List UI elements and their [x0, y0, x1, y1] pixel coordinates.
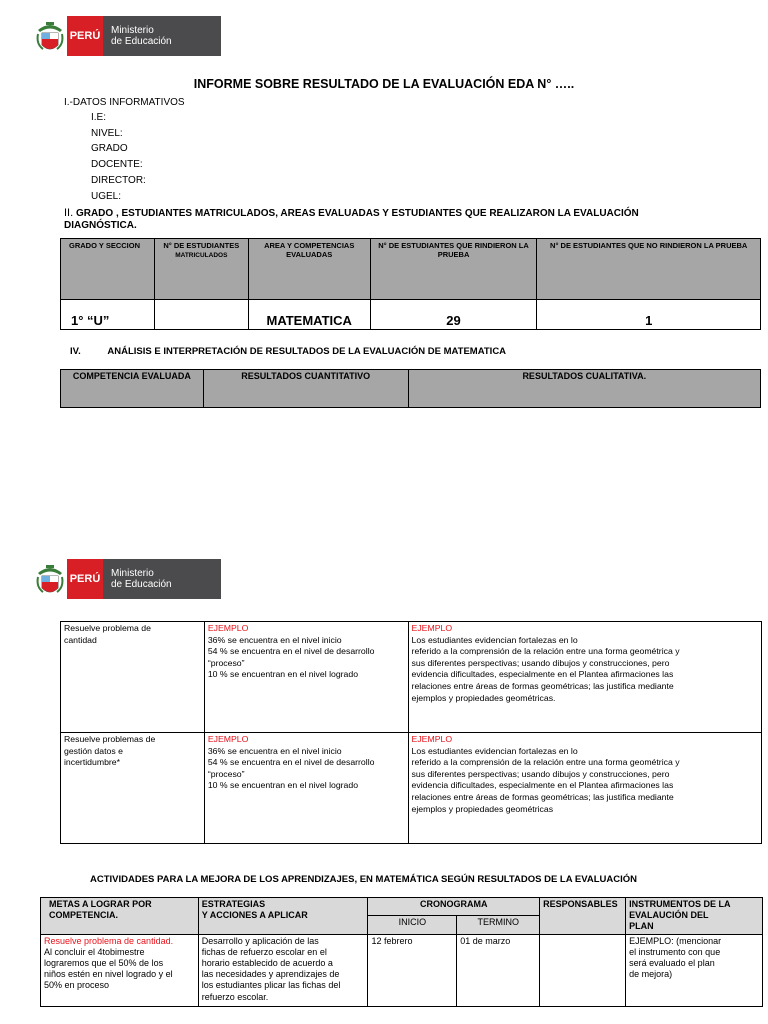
col-header-cronograma: CRONOGRAMA: [368, 898, 540, 916]
section-4-number: IV.: [70, 346, 81, 357]
metas-line: 50% en proceso: [44, 980, 110, 991]
instrumentos-header-line: INSTRUMENTOS DE LA: [629, 899, 731, 909]
section-4-text: ANÁLISIS E INTERPRETACIÓN DE RESULTADOS DE LA EVALUACIÓN DE MATEMATICA: [107, 346, 507, 357]
col-header-estudiantes: [154, 239, 248, 300]
cualitativo-line: evidencia dificultades, especialmente en el Plantea afirmaciones las: [411, 669, 674, 680]
cell-inicio: 12 febrero: [368, 934, 457, 1006]
field-grado: GRADO: [91, 143, 128, 154]
estrategias-line: refuerzo escolar.: [201, 991, 269, 1002]
cualitativo-line: Los estudiantes evidencian fortalezas en lo: [411, 745, 578, 756]
section-2-number: II.: [64, 207, 74, 219]
peru-label: PERÚ: [67, 16, 103, 56]
cell-cualitativo: [408, 733, 761, 844]
ejemplo-label: EJEMPLO: [411, 623, 453, 633]
cualitativo-line: ejemplos y propiedades geométricas.: [411, 692, 556, 703]
enrollment-table: [60, 238, 761, 330]
estrategias-header-line: ESTRATEGIAS: [201, 899, 266, 909]
table-header-row: [61, 239, 761, 300]
metas-line: lograremos que el 50% de los: [44, 958, 164, 969]
instrumentos-line: el instrumento con que: [629, 946, 721, 957]
cuantitativo-line: 36% se encuentra en el nivel inicio: [207, 745, 342, 756]
cualitativo-line: relaciones entre áreas de formas geométricas; las justifica mediante: [411, 680, 674, 691]
col-header-responsables: RESPONSABLES: [540, 898, 626, 935]
activities-table: [40, 897, 763, 1007]
estrategias-line: fichas de refuerzo escolar en el: [201, 946, 327, 957]
col-header-competencia: COMPETENCIA EVALUADA: [61, 370, 204, 408]
cuantitativo-line: 36% se encuentra en el nivel inicio: [207, 634, 342, 645]
cell-rindieron: 29: [370, 300, 537, 330]
cualitativo-line: evidencia dificultades, especialmente en el Plantea afirmaciones las: [411, 780, 674, 791]
col-header-instrumentos: [626, 898, 763, 935]
ejemplo-label: EJEMPLO: [411, 734, 453, 744]
field-ugel: UGEL:: [91, 191, 122, 202]
col-header-cualitativo: RESULTADOS CUALITATIVA.: [408, 370, 760, 408]
field-ie: I.E:: [91, 112, 107, 123]
cuantitativo-line: 10 % se encuentran en el nivel logrado: [207, 780, 359, 791]
cell-area: MATEMATICA: [248, 300, 370, 330]
instrumentos-header-line: EVALAUCIÓN DEL: [629, 910, 709, 921]
table-row: [61, 733, 762, 844]
col-header-no-rindieron: N° DE ESTUDIANTES QUE NO RINDIERON LA PRUEBA: [537, 239, 761, 300]
col-header-inicio: INICIO: [368, 916, 457, 934]
cell-cualitativo: [408, 622, 761, 733]
cualitativo-line: referido a la comprensión de la relación entre una forma geométrica y: [411, 646, 680, 657]
table-row: [61, 300, 761, 330]
ministerio-line-1: Ministerio: [111, 25, 154, 36]
ministerio-label: [103, 16, 221, 56]
metas-header-line: COMPETENCIA.: [49, 910, 119, 921]
minedu-logo: [33, 16, 223, 56]
estrategias-line: horario establecido de acuerdo a: [201, 958, 333, 969]
metas-line: niños estén en nivel logrado y el: [44, 969, 173, 980]
results-header-table: [60, 369, 761, 408]
field-nivel: NIVEL:: [91, 128, 123, 139]
instrumentos-line: EJEMPLO: (mencionar: [629, 935, 722, 946]
section-2-heading: [64, 207, 724, 232]
cell-grado: 1° “U”: [61, 300, 155, 330]
cuantitativo-line: 54 % se encuentra en el nivel de desarrollo: [207, 757, 375, 768]
activities-title: ACTIVIDADES PARA LA MEJORA DE LOS APRENDIZAJES, EN MATEMÁTICA SEGÚN RESULTADOS DE LA EVALUACIÓN: [90, 874, 637, 885]
col-header-cuantitativo: RESULTADOS CUANTITATIVO: [203, 370, 408, 408]
metas-header-line: METAS A LOGRAR POR: [49, 899, 152, 909]
competencia-line: incertidumbre*: [64, 757, 121, 768]
col-header-matriculados: MATRICULADOS: [175, 252, 228, 259]
ministerio-label: [103, 559, 221, 599]
cualitativo-line: relaciones entre áreas de formas geométricas; las justifica mediante: [411, 791, 674, 802]
results-table: [60, 621, 762, 844]
cualitativo-line: sus diferentes perspectivas; usando dibujos y construcciones, pero: [411, 657, 670, 668]
document-title: INFORME SOBRE RESULTADO DE LA EVALUACIÓN EDA N° …..: [193, 77, 575, 91]
col-header-grado: GRADO Y SECCION: [61, 239, 155, 300]
cuantitativo-line: 54 % se encuentra en el nivel de desarrollo: [207, 646, 375, 657]
cell-cuantitativo: [204, 733, 408, 844]
peru-crest-icon: [33, 16, 67, 56]
cell-cuantitativo: [204, 622, 408, 733]
ejemplo-label: EJEMPLO: [207, 734, 249, 744]
section-1-heading: I.-DATOS INFORMATIVOS: [64, 97, 185, 108]
col-header-rindieron: N° DE ESTUDIANTES QUE RINDIERON LA PRUEBA: [370, 239, 537, 300]
col-header-area: AREA Y COMPETENCIAS EVALUADAS: [248, 239, 370, 300]
cell-matriculados: [154, 300, 248, 330]
ministerio-line-1: Ministerio: [111, 568, 154, 579]
peru-label: PERÚ: [67, 559, 103, 599]
competencia-line: cantidad: [64, 634, 97, 645]
competencia-line: Resuelve problema de: [64, 623, 151, 633]
ministerio-line-2: de Educación: [111, 579, 172, 590]
cualitativo-line: referido a la comprensión de la relación entre una forma geométrica y: [411, 757, 680, 768]
cell-instrumentos: [626, 934, 763, 1006]
cell-no-rindieron: 1: [537, 300, 761, 330]
cell-termino: 01 de marzo: [457, 934, 540, 1006]
field-docente: DOCENTE:: [91, 159, 143, 170]
col-header-estudiantes-line1: N° DE ESTUDIANTES: [163, 241, 240, 250]
estrategias-line: Desarrollo y aplicación de las: [201, 935, 319, 946]
section-2-line-2: DIAGNÓSTICA.: [64, 220, 137, 231]
estrategias-line: los estudiantes plicar las fichas del: [201, 980, 341, 991]
table-header-row: [41, 898, 763, 916]
cuantitativo-line: 10 % se encuentran en el nivel logrado: [207, 669, 359, 680]
competencia-line: gestión datos e: [64, 745, 123, 756]
ejemplo-label: EJEMPLO: [207, 623, 249, 633]
cell-competencia: [61, 622, 205, 733]
table-row: [61, 622, 762, 733]
cualitativo-line: ejemplos y propiedades geométricas: [411, 803, 554, 814]
table-header-row: [61, 370, 761, 408]
table-row: [41, 934, 763, 1006]
cell-metas: [41, 934, 199, 1006]
instrumentos-header-line: PLAN: [629, 921, 654, 932]
estrategias-header-line: Y ACCIONES A APLICAR: [201, 910, 308, 921]
col-header-estrategias: [198, 898, 368, 935]
ministerio-line-2: de Educación: [111, 36, 172, 47]
instrumentos-line: será evaluado el plan: [629, 958, 715, 969]
cuantitativo-line: “proceso”: [207, 768, 245, 779]
cell-estrategias: [198, 934, 368, 1006]
competencia-line: Resuelve problemas de: [64, 734, 156, 744]
estrategias-line: las necesidades y aprendizajes de: [201, 969, 340, 980]
cell-competencia: [61, 733, 205, 844]
metas-competencia: Resuelve problema de cantidad.: [44, 935, 174, 946]
instrumentos-line: de mejora): [629, 969, 673, 980]
minedu-logo: [33, 559, 223, 599]
col-header-termino: TERMINO: [457, 916, 540, 934]
cualitativo-line: sus diferentes perspectivas; usando dibujos y construcciones, pero: [411, 768, 670, 779]
field-director: DIRECTOR:: [91, 175, 146, 186]
cuantitativo-line: “proceso”: [207, 657, 245, 668]
peru-crest-icon: [33, 559, 67, 599]
cell-responsables: [540, 934, 626, 1006]
section-2-line-1: GRADO , ESTUDIANTES MATRICULADOS, AREAS EVALUADAS Y ESTUDIANTES QUE REALIZARON LA EVALUACIÓN: [75, 208, 639, 219]
section-4-heading: [70, 346, 506, 357]
col-header-metas: [41, 898, 199, 935]
cualitativo-line: Los estudiantes evidencian fortalezas en lo: [411, 634, 578, 645]
metas-line: Al concluir el 4tobimestre: [44, 946, 145, 957]
